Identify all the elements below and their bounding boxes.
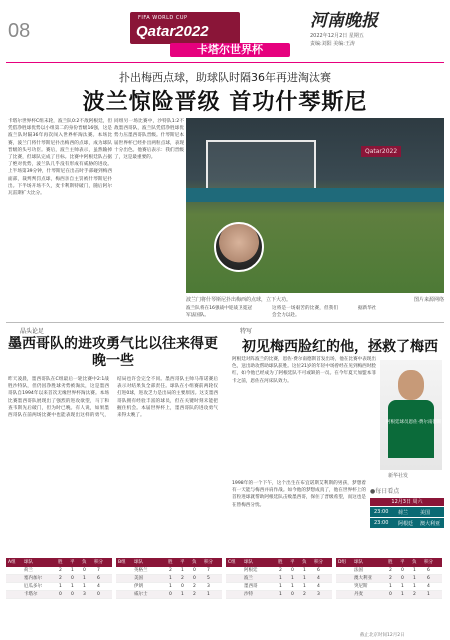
- table-row: [116, 591, 222, 599]
- team-cell: 威尔士: [134, 592, 148, 597]
- col-header: 胜: [388, 560, 393, 565]
- group-label: B组: [118, 560, 126, 565]
- cell: 3: [83, 592, 86, 597]
- col-header: 积分: [94, 560, 103, 565]
- cell: 4: [317, 584, 320, 589]
- cell: 2: [59, 576, 62, 581]
- standings-table: [116, 558, 222, 634]
- col-header: 负: [192, 560, 197, 565]
- lead-under-2: 这将是一场艰苦的比赛，但我们会全力以赴。: [272, 306, 338, 319]
- right-story-body-2: 1998年的一个下午，这个出生在布宜诺斯艾利斯的男孩，梦想着有一天能与梅西并肩作战。如今他的梦想成真了，他在世界杯上的首粒进球就帮助阿根廷队击败墨西哥，保住了晋级希望，而这也是在替梅西分忧。: [232, 481, 366, 508]
- table-row: [6, 591, 112, 599]
- col-header: 积分: [204, 560, 213, 565]
- match-row: [370, 518, 444, 528]
- team-cell: 卡塔尔: [24, 592, 38, 597]
- cell: 1: [59, 584, 62, 589]
- team-cell: 丹麦: [354, 592, 363, 597]
- right-story-headline: 初见梅西脸红的他，拯救了梅西: [242, 339, 438, 355]
- left-story-headline: 墨西哥队的进攻勇气比以往来得更晚一些: [8, 336, 218, 369]
- footer-note: 截止北京时间12月2日: [360, 633, 405, 638]
- cell: 1: [413, 576, 416, 581]
- cell: 6: [317, 568, 320, 573]
- match-home: 荷兰: [398, 510, 409, 516]
- col-header: 负: [412, 560, 417, 565]
- cell: 1: [303, 584, 306, 589]
- cell: 1: [83, 576, 86, 581]
- paper-masthead: [310, 6, 430, 47]
- table-row: [116, 575, 222, 583]
- cell: 2: [303, 592, 306, 597]
- editor-line: 责编:刘阳 美编:王涛: [310, 41, 355, 47]
- cell: 5: [207, 576, 210, 581]
- team-cell: 厄瓜多尔: [24, 584, 42, 589]
- lead-under-3: 据新华社: [358, 306, 377, 311]
- cell: 0: [193, 576, 196, 581]
- cell: 7: [207, 568, 210, 573]
- col-header: 胜: [58, 560, 63, 565]
- match-away: 澳大利亚: [420, 521, 441, 527]
- section-divider: [6, 322, 444, 323]
- wc-big-text: Qatar2022: [136, 23, 209, 40]
- photo-credit: 图片来源网络: [413, 297, 444, 303]
- cell: 3: [207, 584, 210, 589]
- cell: 1: [303, 568, 306, 573]
- lead-under-photo: [186, 305, 444, 319]
- wc-small-text: FIFA WORLD CUP: [138, 15, 188, 21]
- col-header: 胜: [168, 560, 173, 565]
- col-header: 积分: [314, 560, 323, 565]
- cell: 1: [169, 584, 172, 589]
- table-header: [6, 558, 112, 567]
- team-cell: 沙特: [244, 592, 253, 597]
- header-rule: [6, 62, 444, 63]
- section-title: 卡塔尔世界杯: [170, 43, 290, 57]
- match-time: 23:00: [374, 509, 389, 515]
- cell: 4: [97, 584, 100, 589]
- col-header: 平: [180, 560, 185, 565]
- cell: 1: [401, 592, 404, 597]
- lead-kicker: 扑出梅西点球，助球队时隔36年再进淘汰赛: [119, 71, 331, 84]
- col-header: 负: [82, 560, 87, 565]
- col-header: 胜: [278, 560, 283, 565]
- cell: 0: [389, 592, 392, 597]
- team-cell: 法国: [354, 568, 363, 573]
- page-number: 08: [8, 20, 31, 42]
- cell: 1: [427, 592, 430, 597]
- photo-caption: [186, 296, 444, 303]
- cell: 2: [193, 584, 196, 589]
- cell: 1: [291, 584, 294, 589]
- team-cell: 突尼斯: [354, 584, 368, 589]
- match-home: 阿根廷: [398, 521, 414, 527]
- match-header: ●每日看点: [370, 488, 400, 495]
- standings-tables: [6, 558, 444, 634]
- right-story-tag: 特写: [240, 328, 253, 335]
- table-row: [6, 575, 112, 583]
- player-photo: [380, 360, 442, 470]
- table-row: [6, 583, 112, 591]
- team-cell: 荷兰: [24, 568, 33, 573]
- cell: 1: [181, 568, 184, 573]
- cell: 2: [193, 592, 196, 597]
- col-header: 球队: [134, 560, 143, 565]
- cell: 6: [427, 568, 430, 573]
- cell: 1: [71, 568, 74, 573]
- cell: 0: [59, 592, 62, 597]
- keeper-inset-photo: [214, 222, 264, 272]
- cell: 1: [181, 592, 184, 597]
- cell: 0: [71, 592, 74, 597]
- lead-column-mid: 同组另一场比赛中，沙特队1:2不敌墨西哥队，波兰队凭借净胜球优势力压墨西哥队晋级。什琴斯尼本届世界杯已经扑出两粒点球，表现十分出色。他赛后表示：我们晋级了，这是最重要的。: [114, 119, 184, 161]
- left-story-tag: 晶头论足: [20, 328, 45, 335]
- col-header: 平: [400, 560, 405, 565]
- cell: 1: [279, 584, 282, 589]
- cell: 1: [83, 584, 86, 589]
- match-away: 美国: [420, 510, 431, 516]
- table-header: [336, 558, 442, 567]
- photo-tag: Qatar2022: [361, 146, 401, 157]
- team-cell: 伊朗: [134, 584, 143, 589]
- cell: 4: [427, 584, 430, 589]
- col-header: 负: [302, 560, 307, 565]
- cell: 0: [83, 568, 86, 573]
- lead-under-1: 波兰队将在16强战中迎战卫冕冠军法国队。: [186, 306, 252, 319]
- match-date: 12月3日 周六: [370, 498, 444, 506]
- cell: 2: [181, 576, 184, 581]
- cell: 0: [71, 576, 74, 581]
- cell: 6: [427, 576, 430, 581]
- group-label: A组: [8, 560, 16, 565]
- table-row: [336, 567, 442, 575]
- cell: 0: [401, 576, 404, 581]
- world-cup-logo: [130, 12, 240, 44]
- match-row: [370, 507, 444, 517]
- cell: 2: [59, 568, 62, 573]
- col-header: 球队: [354, 560, 363, 565]
- group-label: D组: [338, 560, 346, 565]
- left-story-body: 昨天凌晨，墨西哥队在C组最后一轮比赛中2:1战胜沙特队，但仍因净胜球劣势被淘汰，这是墨西哥队自1994年以来首次无缘世界杯淘汰赛。本场比赛墨西哥队展现出了强烈的进攻欲望，马丁和查韦斯先后破门，但为时已晚。有人说，如果墨西哥队在前两场比赛中也能表现出这样的勇气，结局也许会完全不同。墨西哥队主帅马蒂诺赛后表示对结果负全部责任。球队在小组赛前两轮仅打进0球，进攻乏力是出局的主要原因。这支墨西哥队拥有经验丰富的球员，但在关键时刻未能把握住机会。本届世界杯上，墨西哥队的进攻勇气来得太晚了。: [8, 377, 218, 419]
- cell: 1: [71, 584, 74, 589]
- table-header: [226, 558, 332, 567]
- team-cell: 澳大利亚: [354, 576, 372, 581]
- match-time: 23:00: [374, 520, 389, 526]
- team-cell: 塞内加尔: [24, 576, 42, 581]
- team-cell: 美国: [134, 576, 143, 581]
- cell: 3: [317, 592, 320, 597]
- photo-caption-text: 波兰门将什琴斯尼扑出梅西的点球，立下大功。: [186, 297, 292, 303]
- right-story-body: 阿根廷对阵波兰的比赛，恩佐·费尔南德斯首发出场，他在比赛中表现出色，送出助攻帮助球队获胜。这位21岁的年轻中场曾经在见到梅西时脸红，如今他已经成为了阿根廷队不可或缺的一员。在今年夏天加盟本菲卡之前，恩佐在河床队效力。: [232, 357, 376, 384]
- cell: 1: [389, 584, 392, 589]
- group-label: C组: [228, 560, 236, 565]
- ad-board: [186, 188, 444, 202]
- cell: 0: [401, 568, 404, 573]
- table-row: [6, 567, 112, 575]
- cell: 0: [193, 568, 196, 573]
- cell: 7: [97, 568, 100, 573]
- table-row: [336, 583, 442, 591]
- col-header: 积分: [424, 560, 433, 565]
- col-header: 平: [290, 560, 295, 565]
- cell: 2: [169, 568, 172, 573]
- date-line: 2022年12月2日 星期五: [310, 33, 364, 39]
- col-header: 平: [70, 560, 75, 565]
- col-header: 球队: [244, 560, 253, 565]
- table-header: [116, 558, 222, 567]
- match-schedule: [370, 486, 444, 528]
- team-cell: 波兰: [244, 576, 253, 581]
- cell: 0: [291, 592, 294, 597]
- table-row: [116, 567, 222, 575]
- cell: 0: [97, 592, 100, 597]
- lead-headline: 波兰惊险晋级 首功什琴斯尼: [82, 90, 368, 115]
- table-row: [226, 575, 332, 583]
- cell: 1: [169, 576, 172, 581]
- cell: 1: [413, 568, 416, 573]
- paper-name: 河南晚报: [310, 11, 378, 31]
- page-header: [0, 0, 450, 62]
- standings-table: [336, 558, 442, 634]
- table-row: [226, 583, 332, 591]
- table-row: [336, 591, 442, 599]
- player-shirt: [388, 400, 434, 458]
- lead-column-left: 卡塔尔世界杯C组末轮，波兰队0:2不敌阿根廷，但凭借净胜球优势以小组第二的身份晋级16强，这是波兰队时隔36年再次闯入世界杯淘汰赛。本场比赛，波兰门将什琴斯尼扑出梅西的点球，成为球队晋级的头号功臣。赛后，波兰主帅表示，虽然输掉了比赛，但球队完成了目标。比赛中阿根廷队占据了绝对优势，波兰队几乎没有形成有威胁的进攻。上半场第39分钟，什琴斯尼在出击时手部碰到梅西面部，裁判判罚点球，梅西亲自主罚被什琴斯尼扑出。下半场开场不久，麦卡利斯特破门，随后阿尔瓦雷斯扩大比分。: [8, 119, 112, 197]
- cell: 2: [389, 568, 392, 573]
- table-row: [226, 567, 332, 575]
- team-cell: 墨西哥: [244, 584, 258, 589]
- cell: 1: [279, 592, 282, 597]
- player-label: 阿根廷球员恩佐·费尔南德斯: [386, 420, 442, 425]
- cell: 1: [303, 576, 306, 581]
- cell: 1: [413, 584, 416, 589]
- standings-table: [226, 558, 332, 634]
- cell: 2: [413, 592, 416, 597]
- standings-table: [6, 558, 112, 634]
- cell: 4: [317, 576, 320, 581]
- cell: 1: [401, 584, 404, 589]
- cell: 2: [279, 568, 282, 573]
- player-head: [398, 370, 424, 400]
- cell: 6: [97, 576, 100, 581]
- cell: 0: [181, 584, 184, 589]
- cell: 1: [207, 592, 210, 597]
- player-caption: 新华社发: [388, 473, 409, 479]
- cell: 0: [291, 568, 294, 573]
- cell: 2: [389, 576, 392, 581]
- col-header: 球队: [24, 560, 33, 565]
- team-cell: 阿根廷: [244, 568, 258, 573]
- table-row: [226, 591, 332, 599]
- table-row: [336, 575, 442, 583]
- cell: 0: [169, 592, 172, 597]
- team-cell: 英格兰: [134, 568, 148, 573]
- cell: 1: [291, 576, 294, 581]
- table-row: [116, 583, 222, 591]
- cell: 1: [279, 576, 282, 581]
